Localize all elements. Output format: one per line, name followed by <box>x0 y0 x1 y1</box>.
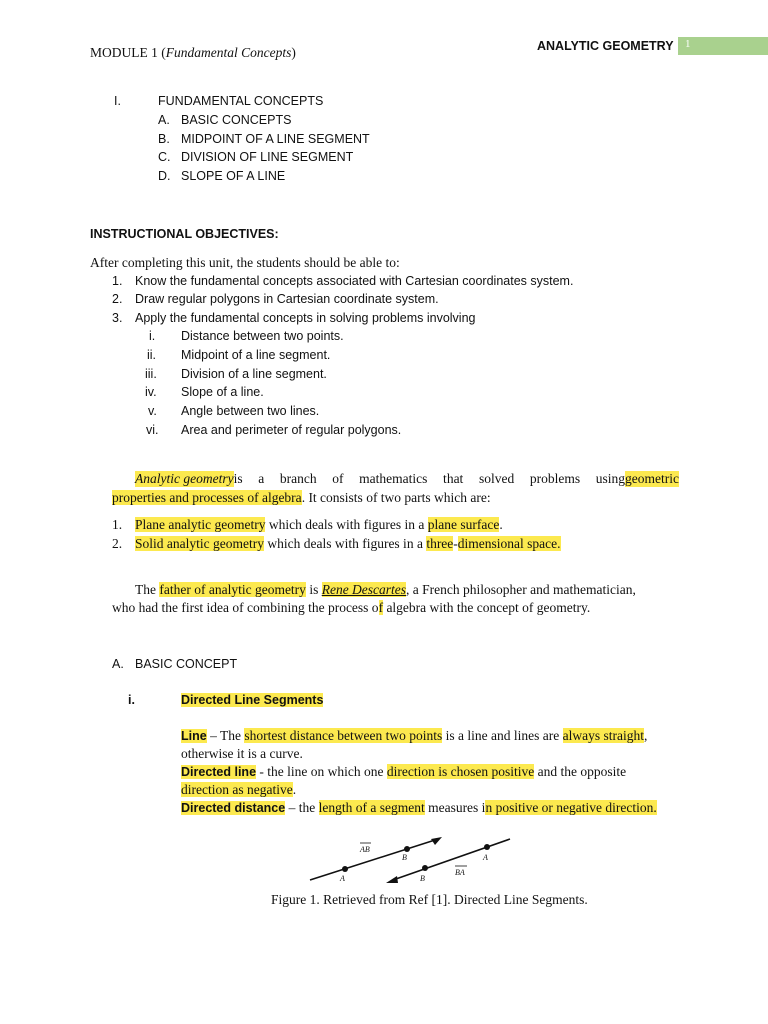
objective-number: 1. <box>112 274 123 288</box>
part-text: which deals with figures in a <box>265 517 428 532</box>
point-b-upper <box>404 846 410 852</box>
highlight-f: f <box>378 600 384 615</box>
objective-text: Draw regular polygons in Cartesian coordinate system. <box>135 292 439 306</box>
figure-caption: Figure 1. Retrieved from Ref [1]. Directed Line Segments. <box>271 892 588 907</box>
definition-directed-distance <box>181 800 657 816</box>
highlight-direction-negative: direction as negative <box>181 782 293 797</box>
toc-item-letter: B. <box>158 132 170 146</box>
para-text: The <box>135 582 160 597</box>
objectives-heading: INSTRUCTIONAL OBJECTIVES: <box>90 227 279 241</box>
arrowhead-ab <box>431 837 442 845</box>
objectives-intro: After completing this unit, the students should be able to: <box>90 255 400 270</box>
subobjective-number: vi. <box>146 423 159 437</box>
line-ba <box>393 839 510 880</box>
subsection-title: Directed Line Segments <box>181 693 324 707</box>
subobjective-text: Slope of a line. <box>181 385 264 399</box>
para-text: who had the first idea of combining the process o <box>112 600 379 615</box>
toc-item-letter: C. <box>158 150 171 164</box>
part-number: 1. <box>112 517 123 532</box>
highlight-geometric: geometric <box>625 471 679 486</box>
definition-continuation <box>181 782 296 798</box>
definition-text: and the opposite <box>534 764 627 779</box>
part-text: . <box>499 517 503 532</box>
point-b-lower <box>422 865 428 871</box>
module-suffix: ) <box>291 45 296 60</box>
arrowhead-ba <box>386 876 398 883</box>
subobjective-text: Area and perimeter of regular polygons. <box>181 423 402 437</box>
objective-number: 2. <box>112 292 123 306</box>
definition-text: – The <box>206 728 245 743</box>
highlight-term: Plane analytic geometry <box>135 517 266 532</box>
part-text: which deals with figures in a <box>263 536 427 551</box>
point-a-lower <box>484 844 490 850</box>
highlight-term: Solid analytic geometry <box>135 536 264 551</box>
subobjective-number: iv. <box>145 385 157 399</box>
highlight-term: dimensional space. <box>457 536 561 551</box>
highlight-positive-negative: n positive or negative direction. <box>485 800 657 815</box>
highlight-father: father of analytic geometry <box>159 582 306 597</box>
label-a-upper: A <box>340 874 345 883</box>
intro-text: . It consists of two parts which are: <box>301 490 491 505</box>
father-paragraph-line-1 <box>135 582 636 598</box>
subobjective-text: Angle between two lines. <box>181 404 320 418</box>
directed-distance-term: Directed distance <box>181 801 286 815</box>
subsection-roman: i. <box>128 693 135 707</box>
section-title: BASIC CONCEPT <box>135 657 238 671</box>
directed-line-segments-figure <box>305 830 525 886</box>
intro-paragraph-line-1 <box>135 471 679 487</box>
module-topic: Fundamental Concepts <box>165 45 292 60</box>
toc-title: FUNDAMENTAL CONCEPTS <box>158 94 324 108</box>
highlight-algebra: properties and processes of algebra <box>112 490 302 505</box>
toc-item-label: SLOPE OF A LINE <box>181 169 286 183</box>
label-a-lower: A <box>483 853 488 862</box>
para-text: algebra with the concept of geometry. <box>383 600 591 615</box>
highlight-length-of-segment: length of a segment <box>318 800 425 815</box>
section-letter: A. <box>112 657 124 671</box>
definition-text: – the <box>285 800 319 815</box>
definition-text: measures i <box>424 800 486 815</box>
page-number-tab <box>678 37 768 55</box>
definition-text: . <box>292 782 297 797</box>
highlight-term: plane surface <box>427 517 500 532</box>
para-text: is <box>305 582 322 597</box>
label-ba: BA <box>455 868 465 877</box>
definition-continuation: otherwise it is a curve. <box>181 746 303 761</box>
module-prefix: MODULE 1 ( <box>90 45 166 60</box>
course-title: ANALYTIC GEOMETRY <box>537 39 674 53</box>
module-header <box>90 45 296 61</box>
subobjective-text: Division of a line segment. <box>181 367 327 381</box>
subobjective-number: v. <box>148 404 157 418</box>
analytic-geometry-term: Analytic geometry <box>135 471 234 486</box>
definition-text: is a line and lines are <box>442 728 563 743</box>
line-ab <box>310 840 435 880</box>
point-a-upper <box>342 866 348 872</box>
label-ab: AB <box>360 845 370 854</box>
definition-text: - the line on which one <box>256 764 387 779</box>
objective-text: Know the fundamental concepts associated with Cartesian coordinates system. <box>135 274 574 288</box>
part-item <box>135 536 561 552</box>
para-text: , a French philosopher and mathematician, <box>406 582 636 597</box>
definition-line <box>181 728 647 744</box>
subobjective-number: i. <box>149 329 156 343</box>
objective-text: Apply the fundamental concepts in solving problems involving <box>135 311 476 325</box>
label-b-upper: B <box>402 853 407 862</box>
definition-text: , <box>644 728 648 743</box>
toc-item-label: MIDPOINT OF A LINE SEGMENT <box>181 132 370 146</box>
toc-item-label: BASIC CONCEPTS <box>181 113 292 127</box>
subobjective-number: ii. <box>147 348 157 362</box>
father-paragraph-line-2 <box>112 600 590 616</box>
toc-item-label: DIVISION OF LINE SEGMENT <box>181 150 354 164</box>
part-text: - <box>453 536 458 551</box>
part-item <box>135 517 503 533</box>
highlight-always-straight: always straight <box>562 728 644 743</box>
subobjective-number: iii. <box>145 367 157 381</box>
label-b-lower: B <box>420 874 425 883</box>
toc-roman: I. <box>114 94 121 108</box>
part-number: 2. <box>112 536 123 551</box>
subobjective-text: Distance between two points. <box>181 329 344 343</box>
page-number: 1 <box>685 38 691 50</box>
highlight-term: three <box>426 536 454 551</box>
subobjective-text: Midpoint of a line segment. <box>181 348 331 362</box>
rene-descartes: Rene Descartes <box>321 582 407 597</box>
objective-number: 3. <box>112 311 123 325</box>
toc-item-letter: D. <box>158 169 171 183</box>
directed-line-term: Directed line <box>181 765 257 779</box>
line-term: Line <box>181 729 207 743</box>
highlight-shortest-distance: shortest distance between two points <box>244 728 443 743</box>
highlight-direction-positive: direction is chosen positive <box>386 764 535 779</box>
definition-directed-line <box>181 764 626 780</box>
intro-text: is a branch of mathematics that solved problems using <box>233 471 626 486</box>
toc-item-letter: A. <box>158 113 170 127</box>
intro-paragraph-line-2 <box>112 490 491 506</box>
